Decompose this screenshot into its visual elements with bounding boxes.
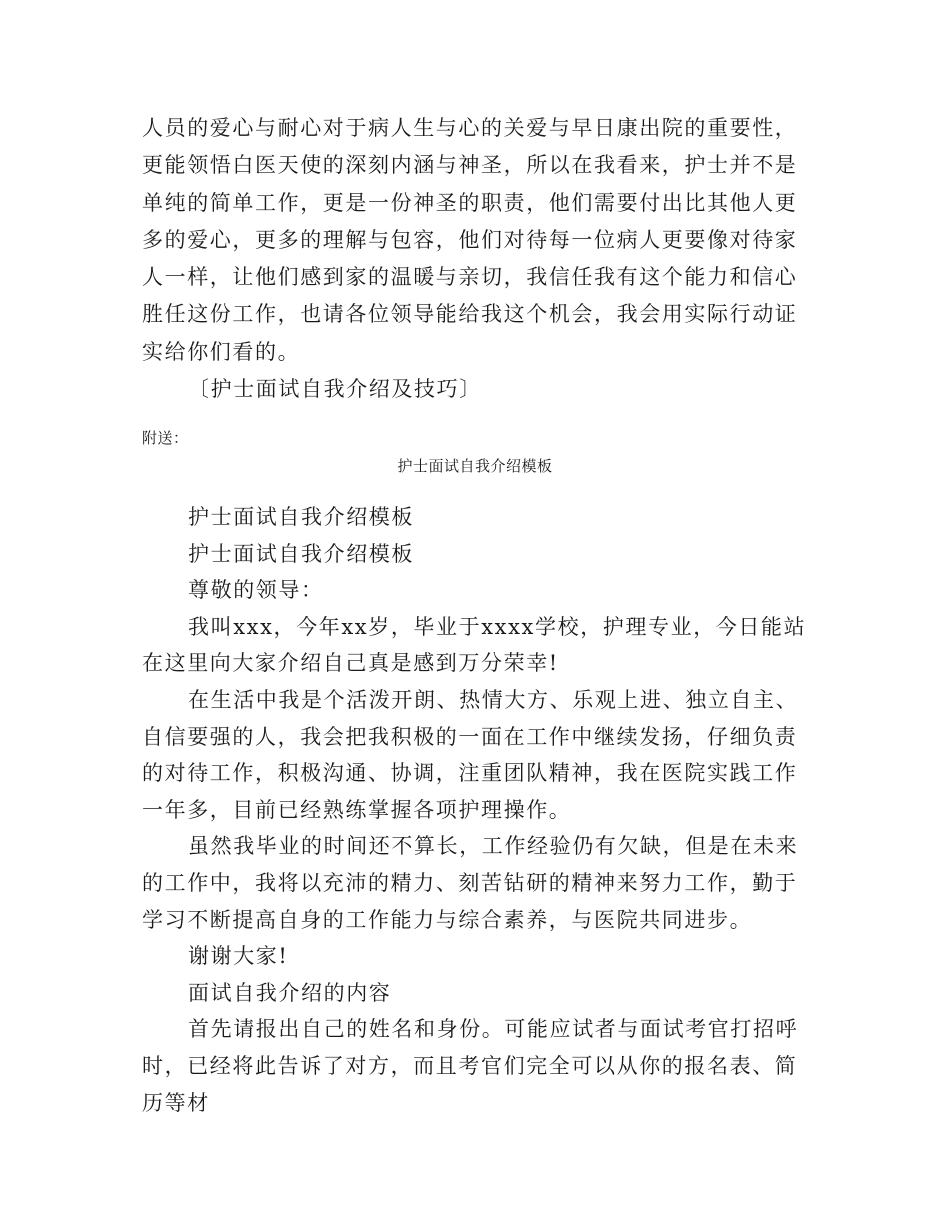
- source-caption: 〔护士面试自我介绍及技巧〕: [188, 377, 482, 402]
- heading-line-1: 护士面试自我介绍模板: [188, 505, 414, 529]
- attachment-label: 附送：: [142, 429, 189, 447]
- closing-paragraph: 人员的爱心与耐心对于病人生与心的关爱与早日康出院的重要性，更能领悟白医天使的深刻内涵与神圣，所以在我看来，护士并不是单纯的简单工作，更是一份神圣的职责，他们需要付出比其他人更多的爱心，更多的理解与包容，他们对待每一位病人更要像对待家人一样，让他们感到家的温暖与亲切，我信任我有这个能力和信心胜任这份工作，也请各位领导能给我这个机会，我会用实际行动证实给你们看的。: [142, 116, 798, 364]
- section-title: 面试自我介绍的内容: [188, 980, 392, 1005]
- heading-line-2: 护士面试自我介绍模板: [188, 541, 414, 566]
- previous-page-block: [142, 110, 812, 408]
- body-text-block: [142, 499, 812, 1121]
- thanks-line: 谢谢大家!: [188, 944, 289, 969]
- paragraph-intro: 我叫xxx，今年xx岁，毕业于xxxx学校，护理专业，今日能站在这里向大家介绍自己真是感到万分荣幸!: [142, 614, 807, 676]
- salutation: 尊敬的领导：: [188, 578, 324, 603]
- document-title: 护士面试自我介绍模板: [397, 457, 553, 475]
- paragraph-name-identity: 首先请报出自己的姓名和身份。可能应试者与面试考官打招呼时，已经将此告诉了对方，而且考官们完全可以从你的报名表、简历等材: [142, 1017, 799, 1115]
- paragraph-future: 虽然我毕业的时间还不算长，工作经验仍有欠缺，但是在未来的工作中，我将以充沛的精力、刻苦钻研的精神来努力工作，勤于学习不断提高自身的工作能力与综合素养，与医院共同进步。: [142, 834, 799, 932]
- paragraph-personality: 在生活中我是个活泼开朗、热情大方、乐观上进、独立自主、自信要强的人，我会把我积极的一面在工作中继续发扬，仔细负责的对待工作，积极沟通、协调，注重团队精神，我在医院实践工作一年多，目前已经熟练掌握各项护理操作。: [142, 687, 799, 822]
